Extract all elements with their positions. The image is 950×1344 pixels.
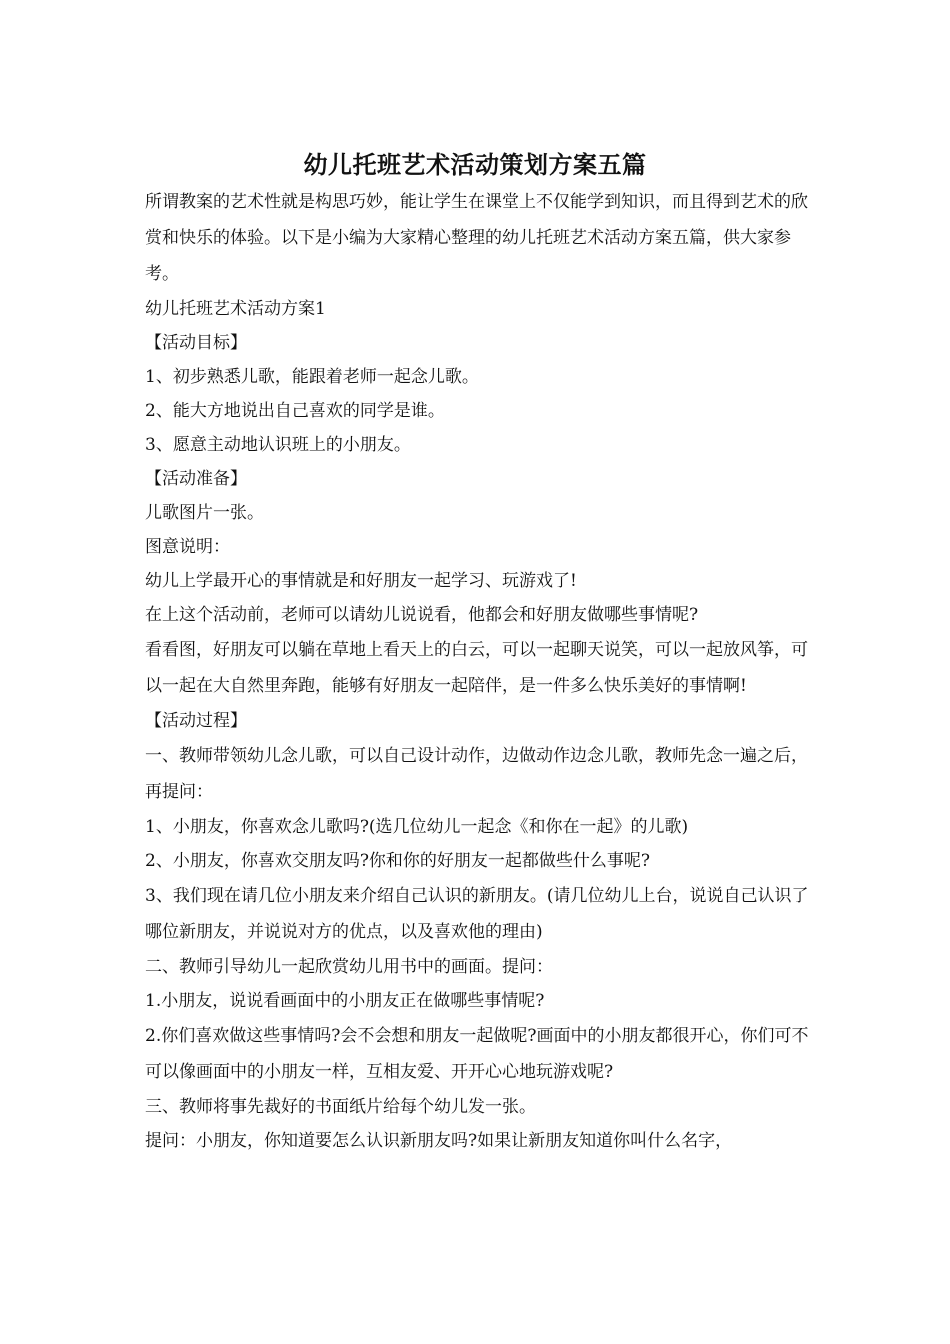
- process-question: 1.小朋友，说说看画面中的小朋友正在做哪些事情呢?: [145, 991, 545, 1011]
- body-paragraph: 看看图，好朋友可以躺在草地上看天上的白云，可以一起聊天说笑，可以一起放风筝，可以一起在大自然里奔跑，能够有好朋友一起陪伴，是一件多么快乐美好的事情啊!: [145, 640, 808, 696]
- process-question: 3、我们现在请几位小朋友来介绍自己认识的新朋友。(请几位幼儿上台，说说自己认识了哪位新朋友，并说说对方的优点，以及喜欢他的理由): [145, 886, 809, 942]
- process-step: 三、教师将事先裁好的书面纸片给每个幼儿发一张。: [145, 1097, 536, 1117]
- document-title: 幼儿托班艺术活动策划方案五篇: [303, 150, 647, 180]
- process-question: 2、小朋友，你喜欢交朋友吗?你和你的好朋友一起都做些什么事呢?: [145, 851, 651, 871]
- document-body: [145, 184, 815, 1158]
- section-heading: 幼儿托班艺术活动方案1: [145, 299, 326, 319]
- process-step: 二、教师引导幼儿一起欣赏幼儿用书中的画面。提问：: [145, 957, 553, 977]
- picture-explanation-label: 图意说明：: [145, 537, 230, 557]
- subheading-preparation: 【活动准备】: [145, 469, 247, 489]
- goal-item: 2、能大方地说出自己喜欢的同学是谁。: [145, 401, 445, 421]
- subheading-goals: 【活动目标】: [145, 333, 247, 353]
- process-question: 提问：小朋友，你知道要怎么认识新朋友吗?如果让新朋友知道你叫什么名字，: [145, 1131, 733, 1151]
- intro-paragraph: 所谓教案的艺术性就是构思巧妙，能让学生在课堂上不仅能学到知识，而且得到艺术的欣赏和快乐的体验。以下是小编为大家精心整理的幼儿托班艺术活动方案五篇，供大家参考。: [145, 192, 808, 284]
- goal-item: 1、初步熟悉儿歌，能跟着老师一起念儿歌。: [145, 367, 479, 387]
- process-question: 1、小朋友，你喜欢念儿歌吗?(选几位幼儿一起念《和你在一起》的儿歌): [145, 817, 689, 837]
- body-paragraph: 幼儿上学最开心的事情就是和好朋友一起学习、玩游戏了!: [145, 571, 577, 591]
- process-question: 2.你们喜欢做这些事情吗?会不会想和朋友一起做呢?画面中的小朋友都很开心，你们可不可以像画面中的小朋友一样，互相友爱、开开心心地玩游戏呢?: [145, 1026, 809, 1082]
- goal-item: 3、愿意主动地认识班上的小朋友。: [145, 435, 411, 455]
- process-step: 一、教师带领幼儿念儿歌，可以自己设计动作，边做动作边念儿歌，教师先念一遍之后，再提问：: [145, 746, 808, 802]
- preparation-text: 儿歌图片一张。: [145, 503, 264, 523]
- subheading-process: 【活动过程】: [145, 711, 247, 731]
- body-paragraph: 在上这个活动前，老师可以请幼儿说说看，他都会和好朋友做哪些事情呢?: [145, 605, 699, 625]
